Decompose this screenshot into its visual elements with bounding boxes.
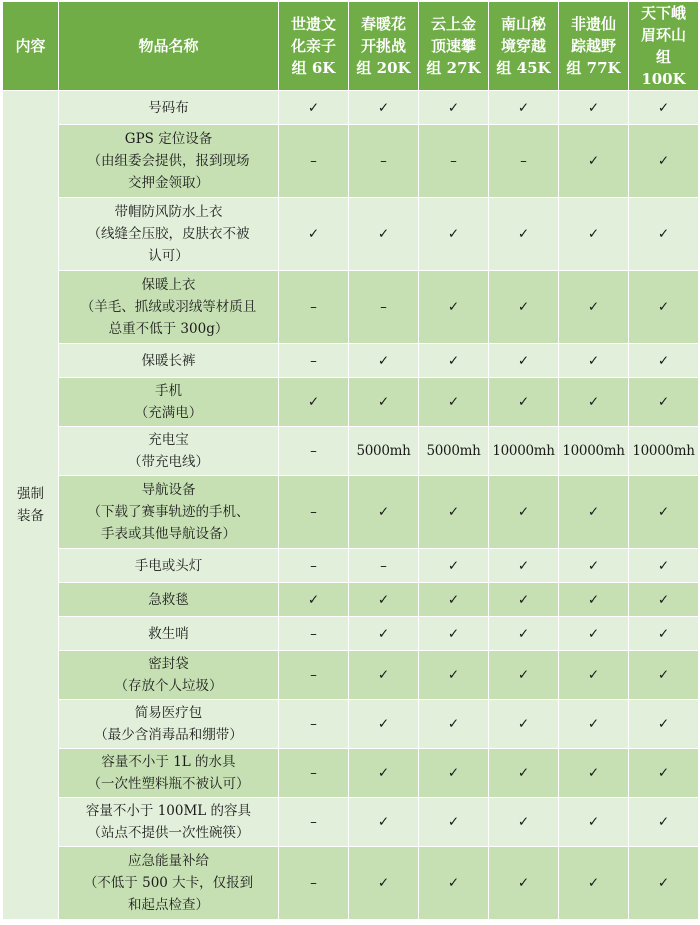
item-name-cell — [59, 344, 279, 378]
required-check-cell: ✓ — [629, 549, 699, 583]
not-required-dash-cell: – — [279, 798, 349, 847]
spec-value-cell: 10000mh — [629, 427, 699, 476]
required-check-cell: ✓ — [349, 749, 419, 798]
required-check-cell: ✓ — [419, 476, 489, 549]
item-name-cell — [59, 91, 279, 125]
item-name-line: 应急能量补给 — [128, 853, 209, 869]
required-check-cell: ✓ — [349, 378, 419, 427]
required-check-cell: ✓ — [489, 583, 559, 617]
group-header-20k: 春暖花 开挑战 组 20K — [349, 2, 419, 91]
not-required-dash-cell: – — [279, 700, 349, 749]
item-name-line: 保暖长裤 — [141, 352, 196, 369]
item-name-line: （不低于 500 大卡，仅报到 — [83, 875, 254, 891]
item-name-line: 容量不小于 100ML 的容具 — [85, 803, 252, 819]
table-row — [3, 427, 699, 476]
required-check-cell: ✓ — [629, 651, 699, 700]
required-check-cell: ✓ — [489, 847, 559, 920]
required-check-cell: ✓ — [349, 847, 419, 920]
item-name-line: 手机 — [155, 383, 182, 399]
item-name-line: 手表或其他导航设备） — [101, 526, 236, 542]
required-check-cell: ✓ — [629, 198, 699, 271]
group-header-45k: 南山秘 境穿越 组 45K — [489, 2, 559, 91]
required-check-cell: ✓ — [489, 700, 559, 749]
spec-value-cell: 10000mh — [559, 427, 629, 476]
item-name-cell — [59, 198, 279, 271]
required-check-cell: ✓ — [629, 271, 699, 344]
required-check-cell: ✓ — [279, 583, 349, 617]
table-row — [3, 476, 699, 549]
required-check-cell: ✓ — [489, 378, 559, 427]
not-required-dash-cell: – — [349, 125, 419, 198]
required-check-cell: ✓ — [419, 847, 489, 920]
required-check-cell: ✓ — [419, 617, 489, 651]
table-row — [3, 749, 699, 798]
not-required-dash-cell: – — [279, 427, 349, 476]
item-name-line: 总重不低于 300g） — [108, 321, 229, 337]
item-name-line: （线缝全压胶，皮肤衣不被 — [87, 226, 250, 242]
required-check-cell: ✓ — [349, 583, 419, 617]
item-name-line: （带充电线） — [128, 454, 209, 470]
item-name-column-header: 物品名称 — [59, 2, 279, 91]
item-name-line: 简易医疗包 — [134, 705, 203, 721]
item-name-line: （最少含消毒品和绷带） — [94, 727, 243, 743]
required-check-cell: ✓ — [559, 617, 629, 651]
not-required-dash-cell: – — [279, 125, 349, 198]
item-name-line: 保暖上衣 — [141, 277, 196, 293]
not-required-dash-cell: – — [419, 125, 489, 198]
required-check-cell: ✓ — [629, 617, 699, 651]
required-check-cell: ✓ — [559, 749, 629, 798]
item-name-line: 救生哨 — [148, 625, 189, 642]
item-name-cell — [59, 549, 279, 583]
required-check-cell: ✓ — [489, 749, 559, 798]
item-name-cell — [59, 583, 279, 617]
required-check-cell: ✓ — [419, 198, 489, 271]
item-name-line: （一次性塑料瓶不被认可） — [87, 776, 250, 792]
item-name-cell — [59, 798, 279, 847]
item-name-line: 认可） — [148, 248, 189, 264]
table-row — [3, 344, 699, 378]
required-check-cell: ✓ — [629, 378, 699, 427]
required-check-cell: ✓ — [559, 700, 629, 749]
table-row — [3, 125, 699, 198]
item-name-line: 带帽防风防水上衣 — [114, 204, 223, 220]
required-check-cell: ✓ — [559, 344, 629, 378]
item-name-line: （下载了赛事轨迹的手机、 — [87, 504, 250, 520]
required-check-cell: ✓ — [629, 749, 699, 798]
table-row — [3, 91, 699, 125]
required-check-cell: ✓ — [629, 91, 699, 125]
not-required-dash-cell: – — [279, 344, 349, 378]
required-check-cell: ✓ — [279, 198, 349, 271]
required-check-cell: ✓ — [489, 271, 559, 344]
item-name-cell — [59, 125, 279, 198]
required-check-cell: ✓ — [489, 549, 559, 583]
item-name-line: 充电宝 — [148, 432, 189, 448]
required-check-cell: ✓ — [629, 847, 699, 920]
required-check-cell: ✓ — [489, 651, 559, 700]
table-row — [3, 847, 699, 920]
table-row — [3, 798, 699, 847]
category-label: 强制 — [17, 486, 44, 502]
required-check-cell: ✓ — [629, 798, 699, 847]
required-check-cell: ✓ — [419, 271, 489, 344]
table-row — [3, 617, 699, 651]
required-check-cell: ✓ — [349, 617, 419, 651]
required-check-cell: ✓ — [349, 798, 419, 847]
not-required-dash-cell: – — [279, 476, 349, 549]
required-check-cell: ✓ — [559, 847, 629, 920]
table-row — [3, 549, 699, 583]
required-check-cell: ✓ — [419, 798, 489, 847]
required-check-cell: ✓ — [489, 798, 559, 847]
not-required-dash-cell: – — [279, 847, 349, 920]
required-check-cell: ✓ — [349, 198, 419, 271]
required-check-cell: ✓ — [629, 476, 699, 549]
item-name-line: 手电或头灯 — [134, 557, 203, 574]
required-check-cell: ✓ — [419, 344, 489, 378]
item-name-line: （充满电） — [134, 405, 203, 421]
group-header-100k: 天下峨 眉环山 组 100K — [629, 2, 699, 91]
required-check-cell: ✓ — [419, 749, 489, 798]
required-check-cell: ✓ — [489, 476, 559, 549]
not-required-dash-cell: – — [279, 549, 349, 583]
table-row — [3, 651, 699, 700]
item-name-cell — [59, 847, 279, 920]
required-check-cell: ✓ — [419, 549, 489, 583]
required-check-cell: ✓ — [349, 91, 419, 125]
required-check-cell: ✓ — [279, 378, 349, 427]
required-check-cell: ✓ — [419, 651, 489, 700]
required-check-cell: ✓ — [559, 549, 629, 583]
required-check-cell: ✓ — [419, 378, 489, 427]
table-row — [3, 378, 699, 427]
required-check-cell: ✓ — [349, 700, 419, 749]
required-check-cell: ✓ — [559, 198, 629, 271]
required-check-cell: ✓ — [349, 344, 419, 378]
not-required-dash-cell: – — [349, 271, 419, 344]
required-check-cell: ✓ — [419, 700, 489, 749]
spec-value-cell: 5000mh — [419, 427, 489, 476]
spec-value-cell: 10000mh — [489, 427, 559, 476]
required-check-cell: ✓ — [559, 583, 629, 617]
item-name-line: 密封袋 — [148, 656, 189, 672]
required-check-cell: ✓ — [489, 617, 559, 651]
item-name-line: 和起点检查） — [128, 897, 209, 913]
required-check-cell: ✓ — [559, 378, 629, 427]
required-check-cell: ✓ — [489, 344, 559, 378]
spec-value-cell: 5000mh — [349, 427, 419, 476]
required-check-cell: ✓ — [629, 125, 699, 198]
table-row — [3, 198, 699, 271]
required-check-cell: ✓ — [489, 91, 559, 125]
required-check-cell: ✓ — [559, 798, 629, 847]
required-check-cell: ✓ — [559, 125, 629, 198]
not-required-dash-cell: – — [279, 617, 349, 651]
item-name-line: 急救毯 — [148, 591, 189, 608]
required-check-cell: ✓ — [419, 91, 489, 125]
item-name-cell — [59, 427, 279, 476]
required-check-cell: ✓ — [489, 198, 559, 271]
item-name-line: （由组委会提供，报到现场 — [87, 153, 250, 169]
required-check-cell: ✓ — [559, 91, 629, 125]
item-name-cell — [59, 749, 279, 798]
item-name-cell — [59, 271, 279, 344]
item-name-line: 容量不小于 1L 的水具 — [101, 754, 236, 770]
not-required-dash-cell: – — [349, 549, 419, 583]
not-required-dash-cell: – — [279, 749, 349, 798]
group-header-27k: 云上金 顶速攀 组 27K — [419, 2, 489, 91]
content-column-header: 内容 — [3, 2, 59, 91]
category-label: 装备 — [17, 508, 44, 524]
item-name-cell — [59, 476, 279, 549]
item-name-line: （羊毛、抓绒或羽绒等材质且 — [80, 299, 257, 315]
not-required-dash-cell: – — [279, 271, 349, 344]
item-name-line: （存放个人垃圾） — [114, 678, 223, 694]
required-check-cell: ✓ — [419, 583, 489, 617]
item-name-cell — [59, 651, 279, 700]
required-check-cell: ✓ — [559, 651, 629, 700]
item-name-line: 号码布 — [148, 99, 189, 116]
table-row — [3, 700, 699, 749]
group-header-6k: 世遗文 化亲子 组 6K — [279, 2, 349, 91]
required-check-cell: ✓ — [629, 700, 699, 749]
item-name-cell — [59, 700, 279, 749]
group-header-77k: 非遗仙 踪越野 组 77K — [559, 2, 629, 91]
category-cell — [3, 91, 59, 920]
item-name-cell — [59, 378, 279, 427]
table-row — [3, 583, 699, 617]
equipment-table — [2, 1, 699, 920]
table-row — [3, 271, 699, 344]
required-check-cell: ✓ — [279, 91, 349, 125]
required-check-cell: ✓ — [349, 651, 419, 700]
required-check-cell: ✓ — [629, 344, 699, 378]
header-row — [3, 2, 699, 91]
item-name-cell — [59, 617, 279, 651]
item-name-line: 交押金领取） — [128, 175, 209, 191]
required-check-cell: ✓ — [349, 476, 419, 549]
item-name-line: （站点不提供一次性碗筷） — [87, 825, 250, 841]
item-name-line: 导航设备 — [141, 482, 196, 498]
required-check-cell: ✓ — [559, 476, 629, 549]
item-name-line: GPS 定位设备 — [124, 131, 213, 147]
required-check-cell: ✓ — [559, 271, 629, 344]
required-check-cell: ✓ — [629, 583, 699, 617]
not-required-dash-cell: – — [489, 125, 559, 198]
not-required-dash-cell: – — [279, 651, 349, 700]
